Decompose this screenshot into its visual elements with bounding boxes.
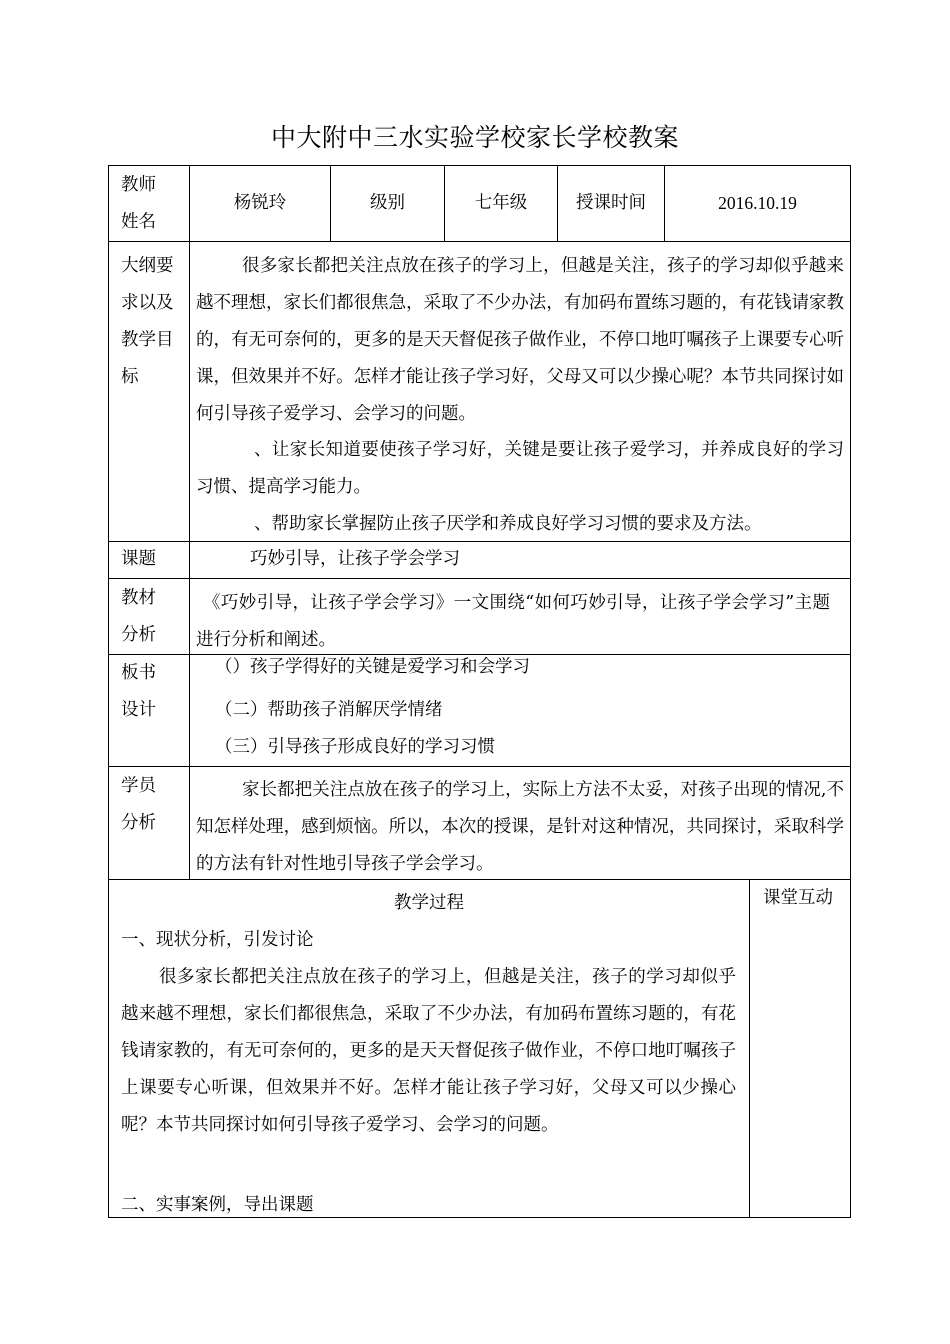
material-text: 《巧妙引导，让孩子学会学习》一文围绕“如何巧妙引导，让孩子学会学习”主题进行分析和阐述。 xyxy=(196,593,830,650)
board-label-2: 设计 xyxy=(121,700,156,720)
topic-text: 巧妙引导，让孩子学会学习 xyxy=(250,549,460,569)
topic-label: 课题 xyxy=(121,549,156,569)
teacher-label: 教师 xyxy=(121,175,156,195)
interaction-label: 课堂互动 xyxy=(763,888,833,908)
outline-paragraph-3: 、帮助家长掌握防止孩子厌学和养成良好学习习惯的要求及方法。 xyxy=(254,514,762,534)
section-heading-1: 一、现状分析，引发讨论 xyxy=(121,930,314,950)
outline-paragraph-2: 、让家长知道要使孩子学习好，关键是要让孩子爱学习，并养成良好的学习习惯、提高学习能力。 xyxy=(196,440,844,497)
board-label-1: 板书 xyxy=(121,663,156,683)
page-title: 中大附中三水实验学校家长学校教案 xyxy=(270,123,679,152)
material-label-2: 分析 xyxy=(121,625,156,645)
board-item-2: （二）帮助孩子消解厌学情绪 xyxy=(215,700,443,720)
grade-label: 级别 xyxy=(370,193,405,213)
time-label: 授课时间 xyxy=(576,193,646,213)
students-text: 家长都把关注点放在孩子的学习上，实际上方法不太妥，对孩子出现的情况,不知怎样处理，感到烦恼。所以，本次的授课，是针对这种情况，共同探讨，采取科学的方法有针对性地引导孩子学会学习。 xyxy=(196,780,844,874)
process-title: 教学过程 xyxy=(394,893,464,913)
students-label-2: 分析 xyxy=(121,813,156,833)
outline-label-4: 标 xyxy=(121,367,139,387)
teacher-label-2: 姓名 xyxy=(121,212,156,232)
process-paragraph: 很多家长都把关注点放在孩子的学习上，但越是关注，孩子的学习却似乎越来越不理想，家长们都很焦急，采取了不少办法，有加码布置练习题的，有花钱请家教的，有无可奈何的，更多的是天天督促孩子做作业，不停口地叮嘱孩子上课要专心听课，但效果并不好。怎样才能让孩子学习好，父母又可以少操心呢？本节共同探讨如何引导孩子爱学习、会学习的问题。 xyxy=(121,967,736,1135)
outline-label-3: 教学目 xyxy=(121,330,174,350)
outline-label-1: 大纲要 xyxy=(121,256,174,276)
class-date: 2016.10.19 xyxy=(718,193,797,213)
board-item-1: （）孩子学得好的关键是爱学习和会学习 xyxy=(215,657,530,677)
section-heading-2: 二、实事案例，导出课题 xyxy=(121,1195,314,1215)
board-item-3: （三）引导孩子形成良好的学习习惯 xyxy=(215,737,495,757)
outline-paragraph-1: 很多家长都把关注点放在孩子的学习上，但越是关注，孩子的学习却似乎越来越不理想，家长们都很焦急，采取了不少办法，有加码布置练习题的，有花钱请家教的，有无可奈何的，更多的是天天督促孩子做作业，不停口地叮嘱孩子上课要专心听课，但效果并不好。怎样才能让孩子学习好，父母又可以少操心呢？本节共同探讨如何引导孩子爱学习、会学习的问题。 xyxy=(196,256,844,424)
teacher-name: 杨锐玲 xyxy=(233,193,287,213)
grade-value: 七年级 xyxy=(474,193,528,213)
students-label-1: 学员 xyxy=(121,776,156,796)
outline-label-2: 求以及 xyxy=(121,293,174,313)
material-label-1: 教材 xyxy=(121,588,156,608)
